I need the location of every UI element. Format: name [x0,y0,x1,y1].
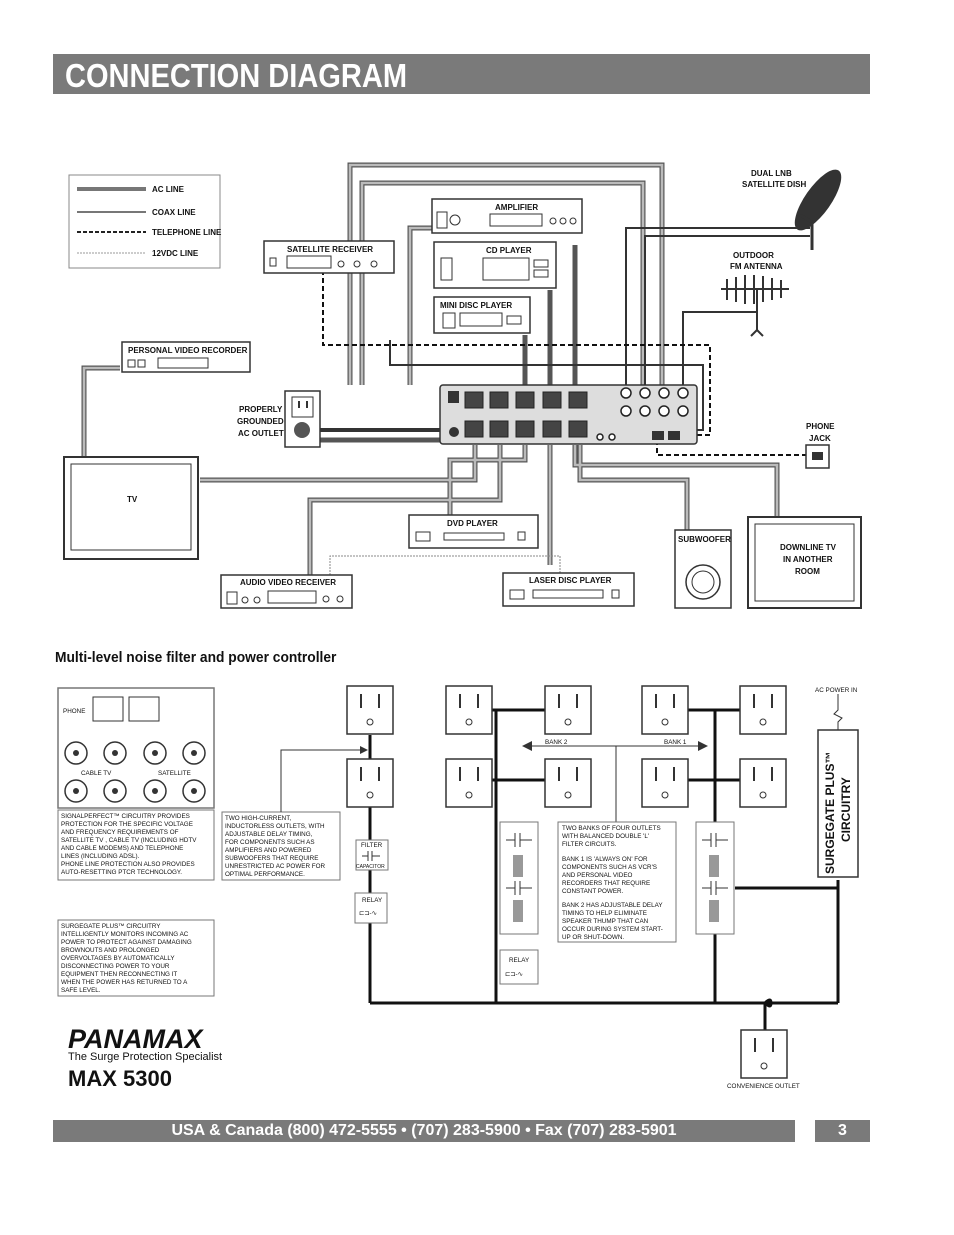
banks-note-line: COMPONENTS SUCH AS VCR'S [562,864,657,871]
page-title: CONNECTION DIAGRAM [65,57,408,94]
hc-note-line: AMPLIFIERS AND POWERED [225,847,312,854]
mini-disc-label: MINI DISC PLAYER [440,301,513,310]
note2-line: POWER TO PROTECT AGAINST DAMAGING [61,939,192,946]
section-subtitle: Multi-level noise filter and power controller [55,649,337,666]
convenience-outlet-label: CONVENIENCE OUTLET [727,1083,800,1090]
relay-label: RELAY [362,897,383,904]
note2-line: INTELLIGENTLY MONITORS INCOMING AC [61,931,189,938]
phone-jack-line1: PHONE [806,422,835,431]
rear-cable-label: CABLE TV [81,770,112,777]
downline-tv [748,517,861,608]
logo-tagline: The Surge Protection Specialist [68,1051,223,1063]
phone-jack-icon [806,422,835,468]
surgegate-circuitry [818,730,858,877]
hc-note-line: ADJUSTABLE DELAY TIMING, [225,831,313,838]
downline-tv-line1: DOWNLINE TV [780,543,836,552]
legend-coax: COAX LINE [152,208,196,217]
note1-line: SATELLITE TV , CABLE TV (INCLUDING HDTV [61,837,197,844]
dvd-player [409,515,538,548]
surgegate-label-2: CIRCUITRY [839,777,853,842]
note1-line: LINES (INCLUDING ADSL). [61,853,140,860]
legend-dc: 12VDC LINE [152,249,199,258]
surge-protector-unit [440,385,697,444]
note1-line: SIGNALPERFECT™ CIRCUITRY PROVIDES [61,813,190,820]
outlet-icon [347,686,393,734]
relay-label: RELAY [509,957,530,964]
high-current-note [222,746,368,880]
satellite-receiver-label: SATELLITE RECEIVER [287,245,374,254]
rear-phone-label: PHONE [63,708,86,715]
subwoofer [675,530,731,608]
ac-power-in-label: AC POWER IN [815,687,858,694]
wall-outlet-icon [237,391,320,447]
note1-line: PHONE LINE PROTECTION ALSO PROVIDES [61,861,195,868]
model-number: MAX 5300 [68,1066,172,1091]
note2-line: EQUIPMENT THEN RECONNECTING IT [61,971,178,978]
outlet-icon [545,759,591,807]
convenience-outlet-icon [741,1030,787,1078]
note2-line: WHEN THE POWER HAS RETURNED TO A [61,979,188,986]
tv [64,457,198,559]
banks-note-line: SPEAKER THUMP THAT CAN [562,918,649,925]
relay-icon: ⊏⊐-∿ [505,971,523,978]
outlet-icon [642,686,688,734]
outlet-icon [642,759,688,807]
dish-line1: DUAL LNB [751,169,792,178]
banks-note-line: BANK 2 HAS ADJUSTABLE DELAY [562,902,663,909]
laser-disc-player [503,573,634,606]
mini-disc-player [434,297,530,333]
filter-label: FILTER [361,842,383,849]
banks-note-line: RECORDERS THAT REQUIRE [562,880,651,887]
rear-satellite-label: SATELLITE [158,770,191,777]
capacitor-label: CAPACITOR [356,864,385,870]
banks-note-line: OCCUR DURING SYSTEM START- [562,926,663,933]
ac-in-wire [834,694,842,730]
note1-line: AND CABLE MODEMS) AND TELEPHONE [61,845,184,852]
footer-bar [53,1120,795,1142]
hc-note-line: FOR COMPONENTS SUCH AS [225,839,315,846]
hc-note-line: SUBWOOFERS THAT REQUIRE [225,855,319,862]
note2-line: SAFE LEVEL. [61,987,101,994]
fm-antenna-line2: FM ANTENNA [730,262,783,271]
note2-line: BROWNOUTS AND PROLONGED [61,947,160,954]
banks-note-line: BANK 1 IS 'ALWAYS ON' FOR [562,856,648,863]
surgegate-note [58,920,214,996]
outlet-icon [740,759,786,807]
outlet-icon [446,686,492,734]
note1-line: PROTECTION FOR THE SPECIFIC VOLTAGE [61,821,193,828]
outlet-line2: GROUNDED [237,417,284,426]
relay-box [500,950,538,984]
note1-line: AND FREQUENCY REQUIREMENTS OF [61,829,179,836]
note1-line: AUTO-RESETTING PTCR TECHNOLOGY. [61,869,183,876]
hc-note-line: TWO HIGH-CURRENT, [225,815,292,822]
dvd-label: DVD PLAYER [447,519,498,528]
banks-note-line: TIMING TO HELP ELIMINATE [562,910,647,917]
surgegate-label-1: SURGEGATE PLUS™ [823,751,837,874]
page-number-box [815,1120,870,1142]
banks-note-line: WITH BALANCED DOUBLE 'L' [562,833,650,840]
laser-disc-label: LASER DISC PLAYER [529,576,612,585]
banks-note-line: TWO BANKS OF FOUR OUTLETS [562,825,661,832]
page-number: 3 [838,1122,847,1139]
signalperfect-note [58,810,214,880]
bank1-filter [696,822,734,934]
logo-wordmark: PANAMAX [68,1024,203,1054]
outlet-line1: PROPERLY [239,405,283,414]
hc-note-line: INDUCTORLESS OUTLETS, WITH [225,823,325,830]
pvr-label: PERSONAL VIDEO RECORDER [128,346,248,355]
note2-line: DISCONNECTING POWER TO YOUR [61,963,170,970]
fm-antenna-line1: OUTDOOR [733,251,774,260]
audio-video-receiver [221,575,352,608]
outlet-icon [347,759,393,807]
contact-info: USA & Canada (800) 472-5555 • (707) 283-5900 • Fax (707) 283-5901 [171,1122,677,1139]
cd-player [434,242,556,288]
downline-tv-line2: IN ANOTHER [783,555,833,564]
avr-label: AUDIO VIDEO RECEIVER [240,578,337,587]
outlet-icon [446,759,492,807]
banks-note-line: FILTER CIRCUITS. [562,841,617,848]
note2-line: SURGEGATE PLUS™ CIRCUITRY [61,923,161,930]
hc-note-line: UNRESTRICTED AC POWER FOR [225,863,326,870]
panamax-logo [68,1024,222,1091]
outlet-icon [545,686,591,734]
bank2-filter [500,822,538,934]
downline-tv-line3: ROOM [795,567,820,576]
note2-line: OVERVOLTAGES BY AUTOMATICALLY [61,955,175,962]
rear-panel [58,688,214,808]
dish-line2: SATELLITE DISH [742,180,807,189]
legend-ac: AC LINE [152,185,184,194]
tv-label: TV [127,495,138,504]
cd-player-label: CD PLAYER [486,246,532,255]
banks-note-line: UP OR SHUT-DOWN. [562,934,625,941]
satellite-receiver [264,241,394,273]
bank1-label: BANK 1 [664,739,687,746]
legend [69,175,222,268]
relay-box [355,893,387,923]
bank2-label: BANK 2 [545,739,568,746]
hc-note-line: OPTIMAL PERFORMANCE. [225,871,305,878]
amplifier-label: AMPLIFIER [495,203,539,212]
outlet-line3: AC OUTLET [238,429,284,438]
relay-icon: ⊏⊐-∿ [359,910,377,917]
phone-jack-line2: JACK [809,434,831,443]
banks-note-line: CONSTANT POWER. [562,888,624,895]
amplifier [432,199,582,233]
outlet-icon [740,686,786,734]
subwoofer-label: SUBWOOFER [678,535,731,544]
fm-antenna-icon [721,275,789,336]
banks-note [558,822,676,942]
personal-video-recorder [122,342,250,372]
banks-note-line: AND PERSONAL VIDEO [562,872,633,879]
filter-capacitor [356,840,388,870]
legend-phone: TELEPHONE LINE [152,228,222,237]
